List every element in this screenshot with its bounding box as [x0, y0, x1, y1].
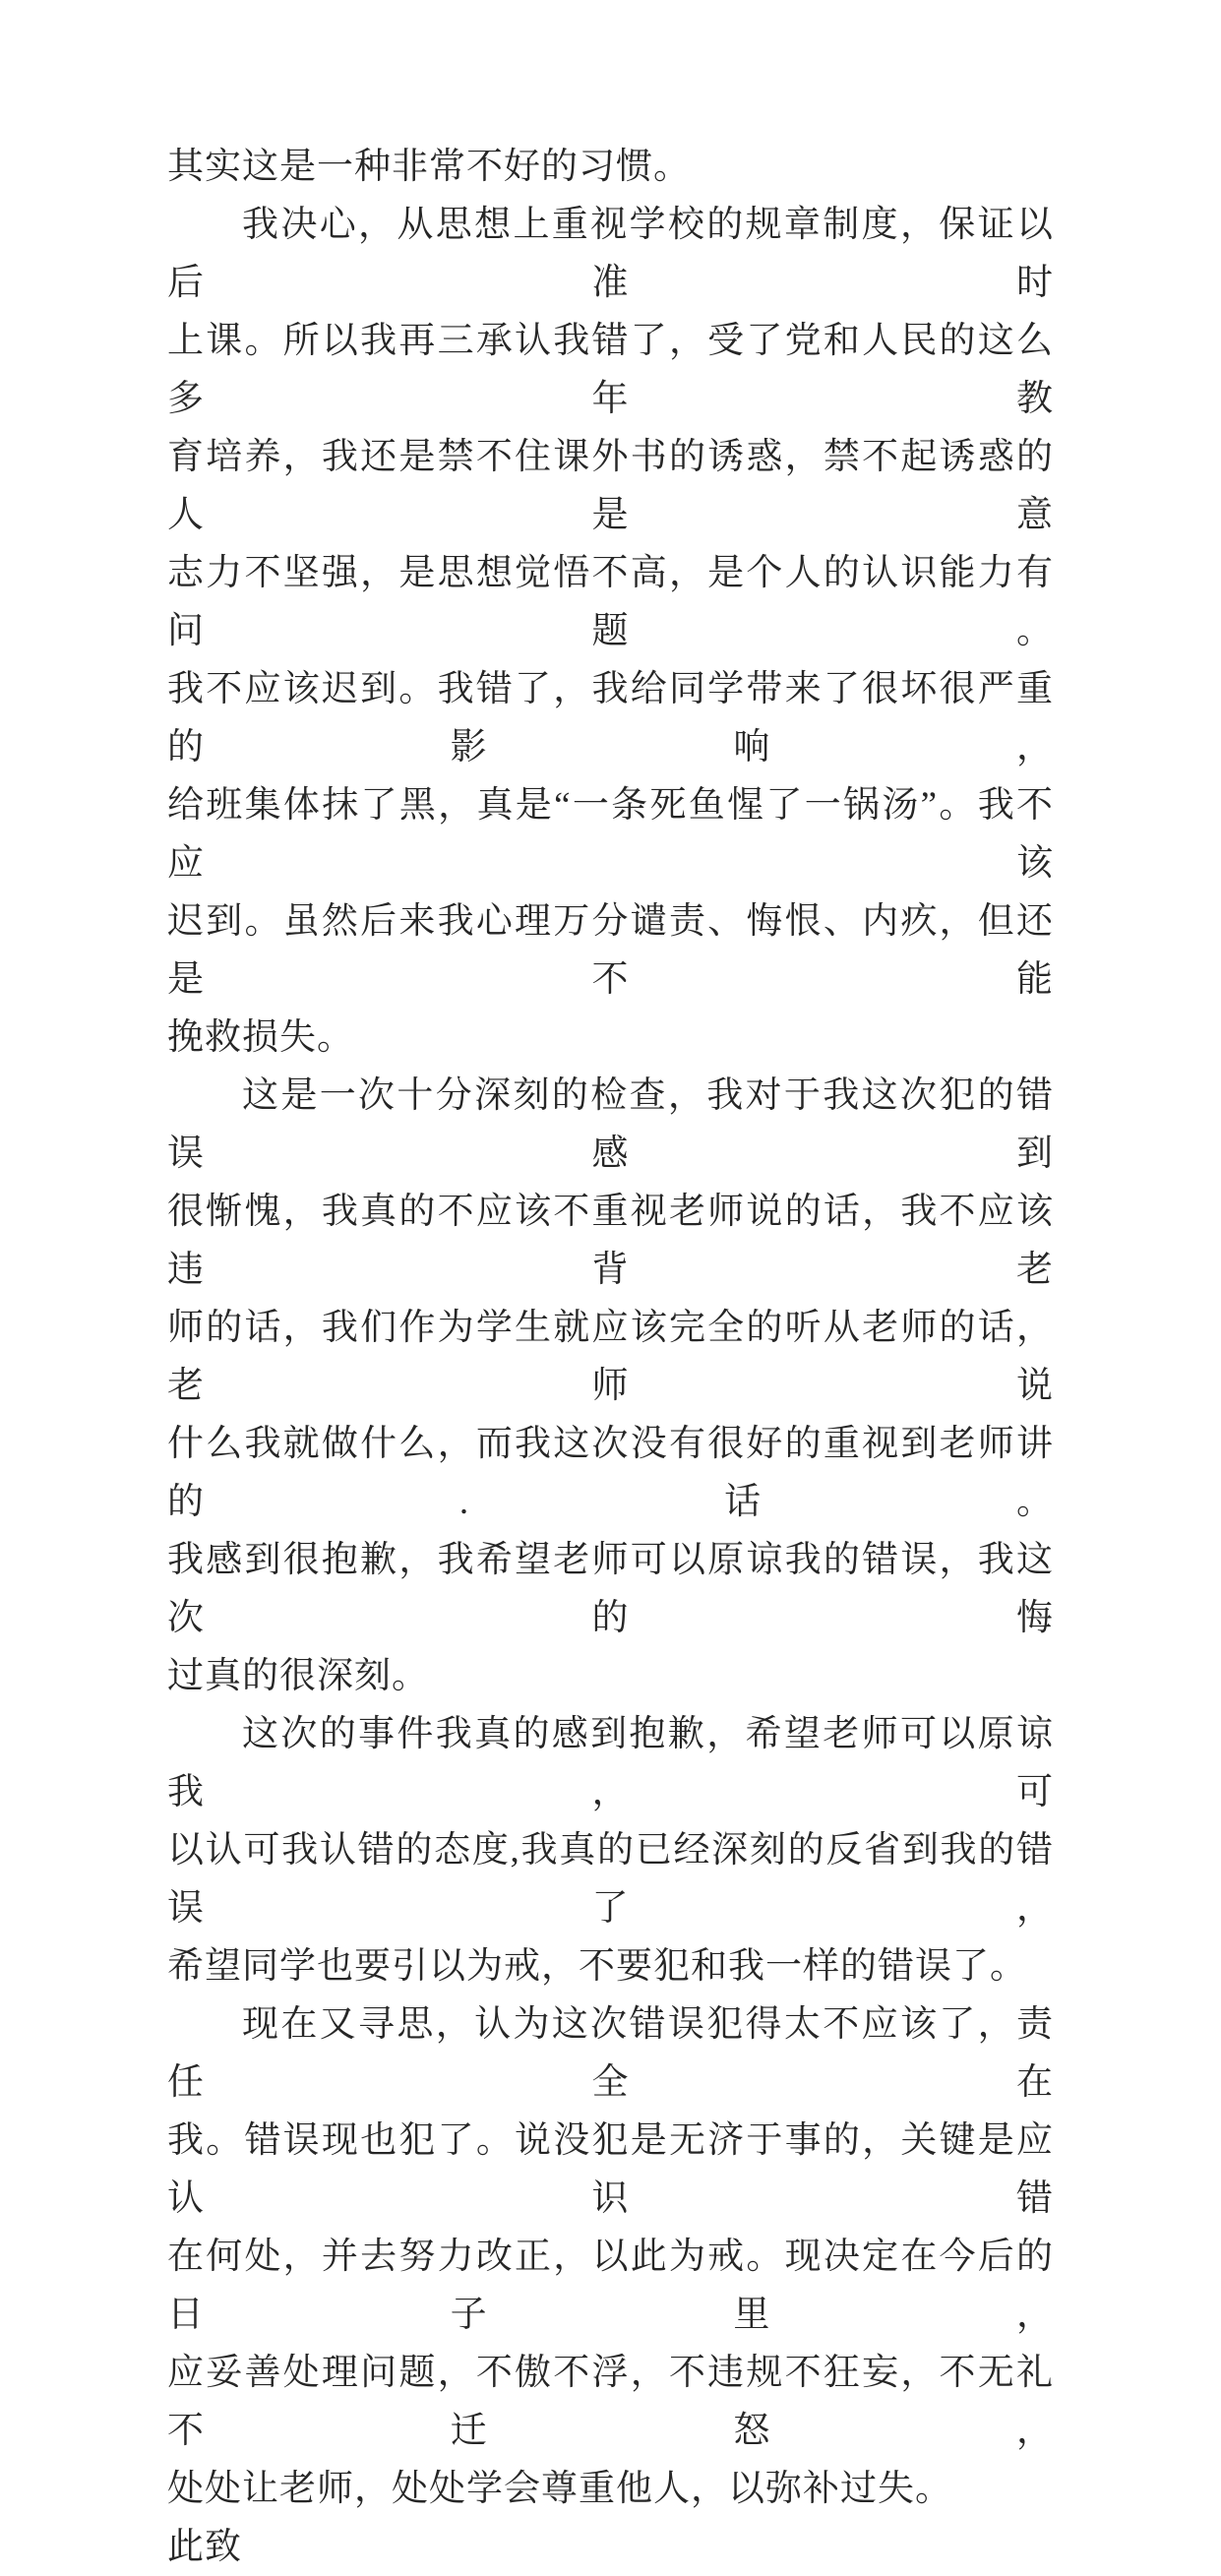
text-line: 我感到很抱歉，我希望老师可以原谅我的错误，我这次的悔: [167, 1540, 1054, 1638]
text-line: 志力不坚强，是思想觉悟不高，是个人的认识能力有问题。: [167, 553, 1054, 651]
text-line: 此致: [167, 2527, 242, 2567]
text-line: 这次的事件我真的感到抱歉，希望老师可以原谅我，可: [167, 1714, 1054, 1812]
text-line: 迟到。虽然后来我心理万分谴责、悔恨、内疚，但还是不能: [167, 901, 1054, 1000]
text-line: 我不应该迟到。我错了，我给同学带来了很坏很严重的影响，: [167, 669, 1054, 767]
text-line: 挽救损失。: [167, 1017, 354, 1058]
text-line: 师的话，我们作为学生就应该完全的听从老师的话，老师说: [167, 1308, 1054, 1406]
text-line: 应妥善处理问题，不傲不浮，不违规不狂妄，不无礼不迁怒，: [167, 2353, 1054, 2451]
text-line: 现在又寻思，认为这次错误犯得太不应该了，责任全在: [167, 2004, 1054, 2103]
text-line: 给班集体抹了黑，真是“一条死鱼惺了一锅汤”。我不应该: [167, 785, 1054, 884]
text-line: 以认可我认错的态度,我真的已经深刻的反省到我的错误了，: [167, 1830, 1054, 1929]
text-line: 这是一次十分深刻的检查，我对于我这次犯的错误感到: [167, 1075, 1054, 1174]
document-body: [167, 138, 1054, 2576]
text-line: 什么我就做什么，而我这次没有很好的重视到老师讲的.话。: [167, 1424, 1054, 1522]
text-line: 其实这是一种非常不好的习惯。: [167, 147, 691, 187]
text-line: 处处让老师，处处学会尊重他人，以弥补过失。: [167, 2469, 952, 2509]
text-line: 很惭愧，我真的不应该不重视老师说的话，我不应该违背老: [167, 1192, 1054, 1290]
text-line: 希望同学也要引以为戒，不要犯和我一样的错误了。: [167, 1946, 1027, 1987]
text-line: 在何处，并去努力改正，以此为戒。现决定在今后的日子里，: [167, 2237, 1054, 2335]
text-line: 上课。所以我再三承认我错了，受了党和人民的这么多年教: [167, 321, 1054, 419]
text-line: 过真的很深刻。: [167, 1656, 429, 1696]
text-line: 育培养，我还是禁不住课外书的诱惑，禁不起诱惑的人是意: [167, 437, 1054, 535]
text-line: 我。错误现也犯了。说没犯是无济于事的，关键是应认识错: [167, 2120, 1054, 2219]
text-line: 我决心，从思想上重视学校的规章制度，保证以后准时: [167, 205, 1054, 303]
